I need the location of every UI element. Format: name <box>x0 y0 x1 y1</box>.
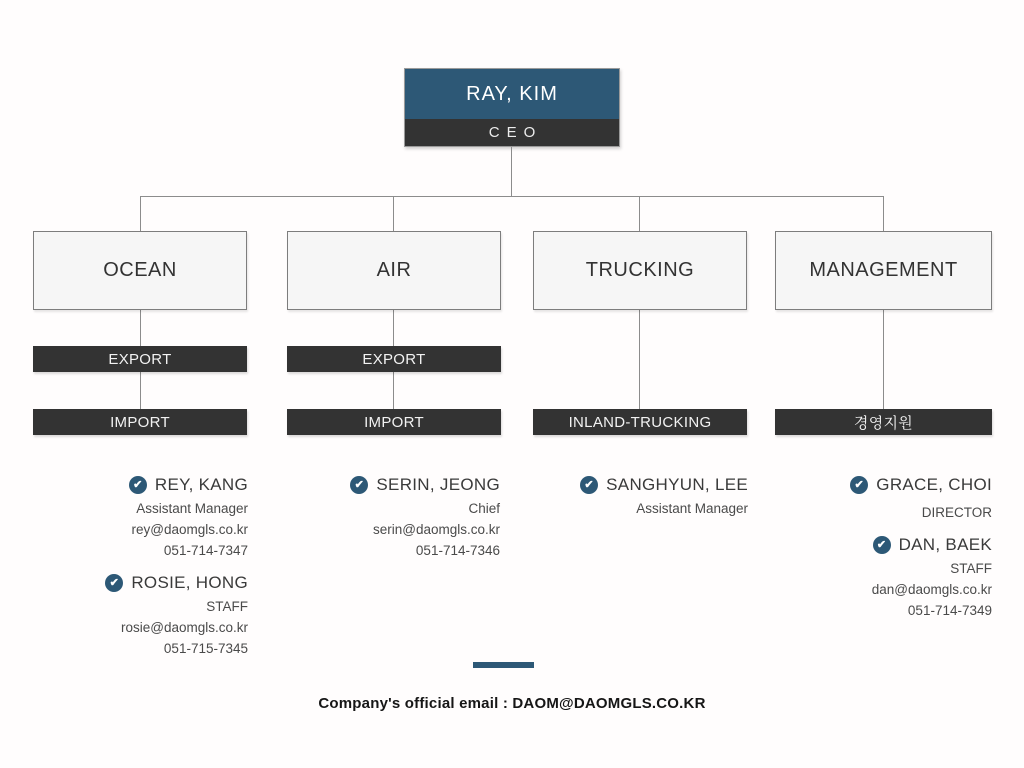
dept-box-trucking: TRUCKING <box>533 231 747 310</box>
check-badge-icon: ✔ <box>105 574 123 592</box>
check-badge-icon: ✔ <box>350 476 368 494</box>
staff-name: REY, KANG <box>154 475 248 494</box>
connector-air-to-export <box>393 310 394 346</box>
staff-column-trucking <box>498 472 748 528</box>
unit-bar-ocean-export: EXPORT <box>33 346 247 372</box>
staff-phone: 051-715-7345 <box>163 641 248 656</box>
staff-name: SERIN, JEONG <box>376 475 500 494</box>
dept-box-air: AIR <box>287 231 501 310</box>
staff-name: SANGHYUN, LEE <box>606 475 748 494</box>
check-badge-icon: ✔ <box>873 536 891 554</box>
unit-bar-ocean-import: IMPORT <box>33 409 247 435</box>
staff-name-row <box>0 472 248 498</box>
unit-bar-air-import: IMPORT <box>287 409 501 435</box>
staff-entry <box>0 472 248 561</box>
staff-column-management <box>742 472 992 630</box>
ceo-title: CEO <box>405 119 619 146</box>
staff-name: ROSIE, HONG <box>131 573 248 592</box>
dept-box-ocean: OCEAN <box>33 231 247 310</box>
connector-trucking-to-unit <box>639 310 640 409</box>
staff-name-row <box>498 472 748 498</box>
staff-name: DAN, BAEK <box>898 535 992 554</box>
connector-drop-ocean <box>140 196 141 231</box>
staff-entry <box>0 570 248 659</box>
footer-accent-divider <box>473 662 534 668</box>
staff-entry <box>250 472 500 561</box>
staff-name-row <box>742 472 992 498</box>
check-badge-icon: ✔ <box>129 476 147 494</box>
unit-bar-management-support: 경영지원 <box>775 409 992 435</box>
staff-column-air <box>250 472 500 570</box>
connector-air-export-to-import <box>393 372 394 409</box>
staff-email: rosie@daomgls.co.kr <box>121 620 248 635</box>
staff-name-row <box>250 472 500 498</box>
staff-column-ocean <box>0 472 248 668</box>
staff-phone: 051-714-7349 <box>907 603 992 618</box>
connector-ceo-drop <box>511 147 512 196</box>
company-official-email: Company's official email : DAOM@DAOMGLS.CO.KR <box>318 695 706 712</box>
staff-phone: 051-714-7347 <box>163 543 248 558</box>
staff-title: DIRECTOR <box>921 505 992 520</box>
staff-title: Chief <box>468 501 500 516</box>
staff-email: rey@daomgls.co.kr <box>131 522 248 537</box>
connector-ocean-export-to-import <box>140 372 141 409</box>
staff-name-row <box>0 570 248 596</box>
ceo-node <box>404 68 620 147</box>
staff-entry <box>498 472 748 519</box>
check-badge-icon: ✔ <box>580 476 598 494</box>
staff-email: dan@daomgls.co.kr <box>871 582 992 597</box>
staff-phone: 051-714-7346 <box>415 543 500 558</box>
staff-entry <box>742 532 992 621</box>
ceo-name: RAY, KIM <box>405 69 619 119</box>
staff-name-row <box>742 532 992 558</box>
staff-name: GRACE, CHOI <box>876 475 992 494</box>
unit-bar-air-export: EXPORT <box>287 346 501 372</box>
connector-management-to-unit <box>883 310 884 409</box>
staff-title: Assistant Manager <box>636 501 748 516</box>
connector-ocean-to-export <box>140 310 141 346</box>
staff-title: STAFF <box>950 561 992 576</box>
check-badge-icon: ✔ <box>850 476 868 494</box>
staff-email: serin@daomgls.co.kr <box>373 522 500 537</box>
connector-spine <box>140 196 884 197</box>
staff-entry <box>742 472 992 523</box>
connector-drop-air <box>393 196 394 231</box>
connector-drop-management <box>883 196 884 231</box>
unit-bar-inland-trucking: INLAND-TRUCKING <box>533 409 747 435</box>
staff-title: Assistant Manager <box>136 501 248 516</box>
dept-box-management: MANAGEMENT <box>775 231 992 310</box>
connector-drop-trucking <box>639 196 640 231</box>
staff-title: STAFF <box>206 599 248 614</box>
